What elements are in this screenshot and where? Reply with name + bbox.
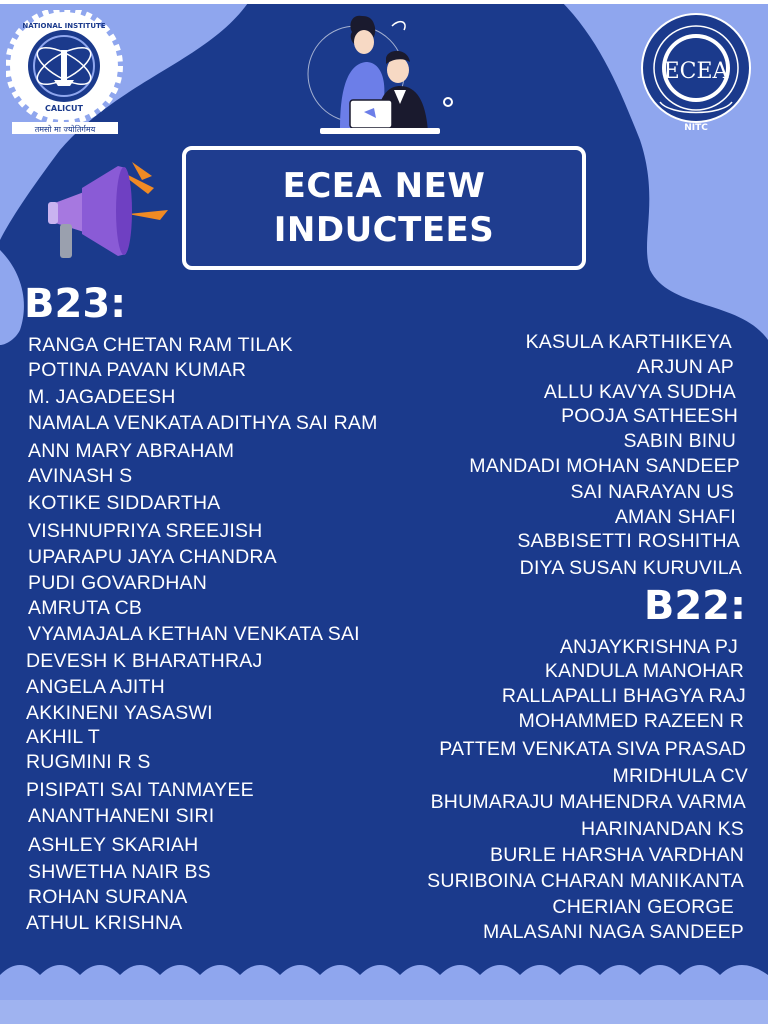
list-item: VISHNUPRIYA SREEJISH [28,520,263,542]
batch-label-b22: B22: [643,583,746,629]
list-item: ANANTHANENI SIRI [28,805,215,827]
list-item: ARJUN AP [637,356,734,378]
list-item: MOHAMMED RAZEEN R [518,710,744,732]
ecea-logo [640,12,752,134]
list-item: MALASANI NAGA SANDEEP [482,921,744,943]
list-item: MANDADI MOHAN SANDEEP [469,455,740,477]
list-item: ROHAN SURANA [28,886,188,908]
list-item: RANGA CHETAN RAM TILAK [28,334,293,356]
list-item: ASHLEY SKARIAH [28,834,199,856]
list-item: ALLU KAVYA SUDHA [543,381,736,403]
list-item: AMAN SHAFI [614,506,736,528]
list-item: ANGELA AJITH [26,676,165,698]
list-item: KOTIKE SIDDARTHA [28,492,221,514]
list-item: PISIPATI SAI TANMAYEE [26,779,254,801]
list-item: ATHUL KRISHNA [26,912,183,934]
list-item: VYAMAJALA KETHAN VENKATA SAI [28,623,360,645]
list-item: AKHIL T [26,726,101,748]
megaphone-icon [44,158,174,268]
ecea-logo-text: ECEA [663,59,729,84]
svg-text:NATIONAL INSTITUTE: NATIONAL INSTITUTE [22,22,106,30]
list-item: AMRUTA CB [28,597,143,619]
list-item: SABBISETTI ROSHITHA [517,530,740,552]
list-item: KANDULA MANOHAR [544,660,744,682]
list-item: PUDI GOVARDHAN [28,572,208,594]
list-item: SURIBOINA CHARAN MANIKANTA [427,870,744,892]
list-item: RALLAPALLI BHAGYA RAJ [501,685,746,707]
title-line-2: INDUCTEES [273,210,495,250]
list-item: POTINA PAVAN KUMAR [28,359,247,381]
list-item: DIYA SUSAN KURUVILA [519,557,742,579]
list-item: CHERIAN GEORGE [552,896,734,918]
batch-label-b23: B23: [24,281,127,327]
list-item: M. JAGADEESH [28,386,176,408]
nit-calicut-logo [6,10,124,134]
list-item: DEVESH K BHARATHRAJ [26,650,263,672]
title-line-1: ECEA NEW [282,166,486,206]
list-item: ANJAYKRISHNA PJ [559,636,738,658]
list-item: AVINASH S [28,465,133,487]
people-illustration [300,8,460,140]
list-item: POOJA SATHEESH [561,405,738,427]
list-item: MRIDHULA CV [612,765,748,787]
list-item: PATTEM VENKATA SIVA PRASAD [439,738,746,760]
list-item: KASULA KARTHIKEYA [525,331,732,353]
list-item: UPARAPU JAYA CHANDRA [28,546,277,568]
list-item: SAI NARAYAN US [570,481,734,503]
list-item: SABIN BINU [623,430,736,452]
svg-text:CALICUT: CALICUT [45,104,83,113]
svg-text:तमसो मा ज्योतिर्गमय: तमसो मा ज्योतिर्गमय [34,125,96,134]
list-item: HARINANDAN KS [581,818,744,840]
list-item: RUGMINI R S [26,751,151,773]
list-item: NAMALA VENKATA ADITHYA SAI RAM [28,412,378,434]
title-box [182,146,586,270]
list-item: SHWETHA NAIR BS [28,861,211,883]
list-item: BURLE HARSHA VARDHAN [490,844,744,866]
list-item: BHUMARAJU MAHENDRA VARMA [430,791,746,813]
list-item: AKKINENI YASASWI [26,702,213,724]
svg-text:NITC: NITC [684,123,708,133]
list-item: ANN MARY ABRAHAM [28,440,235,462]
